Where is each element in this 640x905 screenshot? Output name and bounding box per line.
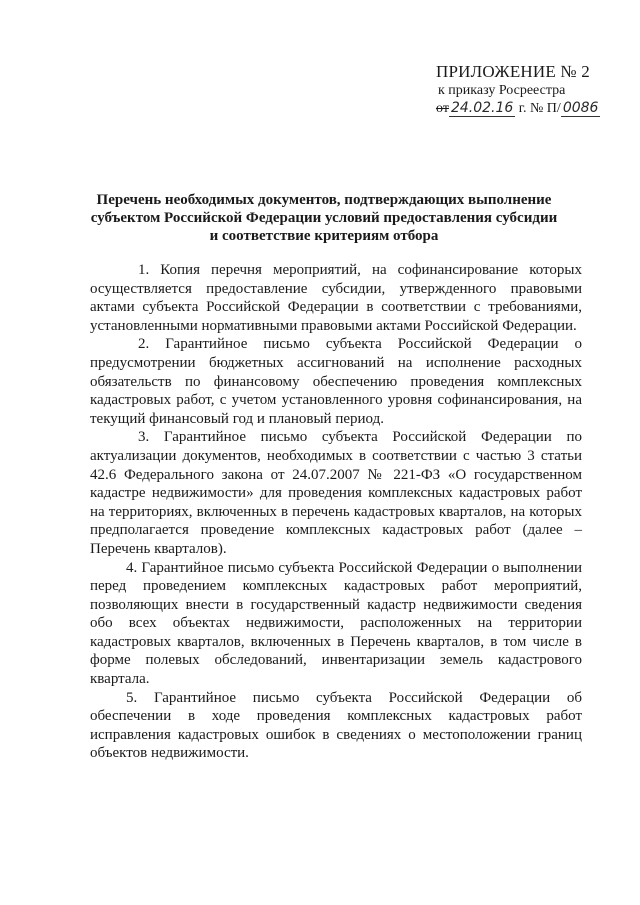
- list-item: 1. Копия перечня мероприятий, на софинансирование которых осуществляется предоставление субсидии, утвержденного правовыми актами субъекта Российской Федерации в соответствии с требованиями, установленными нормативными правовыми актами Российской Федерации.: [90, 262, 582, 334]
- list-item: 3. Гарантийное письмо субъекта Российской Федерации по актуализации документов, необходимых в соответствии с частью 3 статьи 42.6 Федерального закона от 24.07.2007 № 221-ФЗ «О государственном кадастре недвижимости» для проведения комплексных кадастровых работ на территориях, включенных в перечень кадастровых кварталов, на которых предполагается проведение комплексных кадастровых работ (далее – Перечень кварталов).: [90, 429, 582, 557]
- order-date-number: [436, 100, 626, 118]
- date-suffix: г. № П/: [518, 101, 561, 116]
- list-item: 2. Гарантийное письмо субъекта Российской Федерации о предусмотрении бюджетных ассигнований на исполнение расходных обязательств по финансовому обеспечению проведения комплексных кадастровых работ, с учетом установленного уровня софинансирования, на текущий финансовый год и плановый период.: [90, 336, 582, 427]
- order-reference: к приказу Росреестра: [438, 83, 566, 98]
- list-item: 4. Гарантийное письмо субъекта Российской Федерации о выполнении перед проведением комплексных кадастровых работ мероприятий, позволяющих внести в государственный кадастр недвижимости сведения обо всех объектах недвижимости, расположенных на территории кадастровых кварталов, включенных в Перечень кварталов, в том числе в форме полевых обследований, инвентаризации земель кадастрового квартала.: [90, 559, 582, 688]
- date-prefix: от: [436, 101, 449, 116]
- appendix-header: [436, 62, 626, 118]
- document-title: Перечень необходимых документов, подтверждающих выполнение субъектом Российской Федерации условий предоставления субсидии и соответствие критериям отбора: [90, 192, 558, 244]
- list-item: 5. Гарантийное письмо субъекта Российской Федерации об обеспечении в ходе проведения комплексных кадастровых работ исправления кадастровых ошибок в сведениях о местоположении границ объектов недвижимости.: [90, 689, 582, 762]
- handwritten-number: 0086: [562, 100, 599, 116]
- handwritten-date: 24.02.16: [450, 100, 514, 116]
- appendix-title: ПРИЛОЖЕНИЕ № 2: [436, 62, 590, 81]
- document-body: [90, 261, 582, 763]
